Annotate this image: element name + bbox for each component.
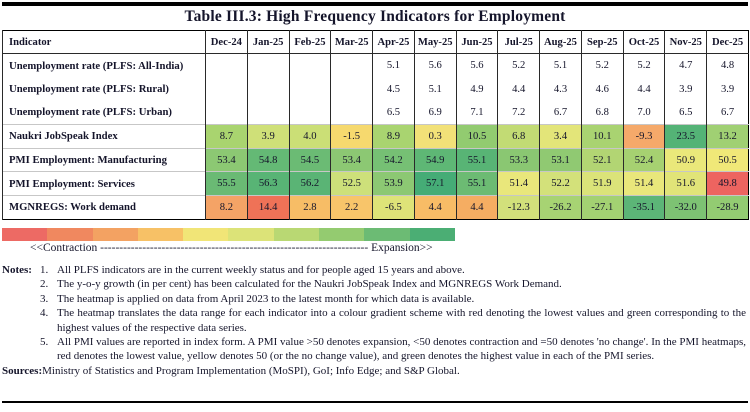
- heatmap-cell: 50.9: [665, 148, 707, 172]
- heatmap-cell: -35.1: [623, 196, 665, 220]
- column-header-month: Jul-25: [498, 31, 540, 54]
- note-text: The heatmap translates the data range for each indicator into a colour gradient scheme with red denoting the lowest values and green corresponding to the highest values of the respective data series.: [57, 307, 746, 334]
- heatmap-cell: 55.1: [456, 172, 498, 196]
- sources-text: Ministry of Statistics and Program Implementation (MoSPI), GoI; Info Edge; and S&P Global.: [42, 364, 460, 377]
- table-row: [3, 172, 749, 196]
- value-cell: [206, 54, 248, 78]
- legend-color-block: [274, 228, 319, 241]
- note-number: 4.: [40, 307, 49, 320]
- heatmap-cell: 56.2: [289, 172, 331, 196]
- row-label: Naukri JobSpeak Index: [3, 125, 206, 149]
- heatmap-cell: 55.5: [206, 172, 248, 196]
- value-cell: 6.5: [665, 101, 707, 125]
- value-cell: 4.3: [540, 77, 582, 101]
- legend-color-block: [228, 228, 273, 241]
- heatmap-cell: 10.1: [581, 125, 623, 149]
- heatmap-cell: 56.3: [247, 172, 289, 196]
- heatmap-cell: 2.8: [289, 196, 331, 220]
- heatmap-cell: 53.4: [331, 148, 373, 172]
- heatmap-cell: 53.9: [373, 172, 415, 196]
- note-item: [2, 292, 748, 306]
- heatmap-cell: 8.7: [206, 125, 248, 149]
- value-cell: 5.2: [581, 54, 623, 78]
- heatmap-cell: 8.2: [206, 196, 248, 220]
- notes-section: [2, 263, 748, 378]
- heatmap-cell: 3.9: [247, 125, 289, 149]
- value-cell: 5.6: [456, 54, 498, 78]
- note-number: 2.: [40, 278, 49, 291]
- heatmap-cell: -28.9: [707, 196, 749, 220]
- value-cell: [331, 101, 373, 125]
- column-header-month: Oct-25: [623, 31, 665, 54]
- heatmap-cell: 4.0: [289, 125, 331, 149]
- heatmap-cell: 23.5: [665, 125, 707, 149]
- note-text: The y-o-y growth (in per cent) has been calculated for the Naukri JobSpeak Index and MGNREGS Work Demand.: [57, 278, 562, 291]
- heatmap-cell: 8.9: [373, 125, 415, 149]
- value-cell: 4.5: [373, 77, 415, 101]
- value-cell: 6.8: [581, 101, 623, 125]
- table-row: [3, 196, 749, 220]
- value-cell: [247, 101, 289, 125]
- value-cell: 7.0: [623, 101, 665, 125]
- heatmap-cell: 4.4: [414, 196, 456, 220]
- bottom-rule: [2, 401, 748, 403]
- note-text: All PLFS indicators are in the current weekly status and for people aged 15 years and above.: [57, 264, 465, 276]
- note-item: [2, 335, 748, 364]
- row-label: Unemployment rate (PLFS: Urban): [3, 101, 206, 125]
- heatmap-cell: 4.4: [456, 196, 498, 220]
- column-header-month: May-25: [414, 31, 456, 54]
- heatmap-cell: 54.5: [289, 148, 331, 172]
- heatmap-cell: -27.1: [581, 196, 623, 220]
- table-row: [3, 148, 749, 172]
- value-cell: [331, 77, 373, 101]
- legend-color-block: [183, 228, 228, 241]
- legend-color-block: [410, 228, 455, 241]
- value-cell: [206, 101, 248, 125]
- heatmap-cell: 6.8: [498, 125, 540, 149]
- table-header: [3, 31, 749, 54]
- value-cell: 4.6: [581, 77, 623, 101]
- table-row: [3, 54, 749, 78]
- note-item: [2, 306, 748, 335]
- heatmap-cell: -9.3: [623, 125, 665, 149]
- column-header-month: Dec-25: [707, 31, 749, 54]
- column-header-month: Jun-25: [456, 31, 498, 54]
- column-header-month: Nov-25: [665, 31, 707, 54]
- notes-list: [2, 263, 748, 364]
- column-header-month: Dec-24: [206, 31, 248, 54]
- row-label: PMI Employment: Services: [3, 172, 206, 196]
- table-row: [3, 77, 749, 101]
- row-label: Unemployment rate (PLFS: Rural): [3, 77, 206, 101]
- value-cell: 7.2: [498, 101, 540, 125]
- heatmap-cell: -32.0: [665, 196, 707, 220]
- heatmap-cell: 53.3: [498, 148, 540, 172]
- value-cell: [289, 77, 331, 101]
- column-header-month: Mar-25: [331, 31, 373, 54]
- heatmap-cell: 52.4: [623, 148, 665, 172]
- heatmap-cell: 51.9: [581, 172, 623, 196]
- header-row: [3, 31, 749, 54]
- legend-color-block: [47, 228, 92, 241]
- legend-color-block: [138, 228, 183, 241]
- value-cell: [331, 54, 373, 78]
- heatmap-cell: -12.3: [498, 196, 540, 220]
- column-header-month: Apr-25: [373, 31, 415, 54]
- value-cell: 4.4: [623, 77, 665, 101]
- value-cell: [247, 77, 289, 101]
- heatmap-cell: 50.5: [707, 148, 749, 172]
- heatmap-cell: 0.3: [414, 125, 456, 149]
- note-number: 1.: [40, 264, 49, 276]
- heatmap-cell: 54.9: [414, 148, 456, 172]
- value-cell: [289, 54, 331, 78]
- value-cell: 4.9: [456, 77, 498, 101]
- heatmap-cell: -6.5: [373, 196, 415, 220]
- heatmap-cell: -1.5: [331, 125, 373, 149]
- note-number: 5.: [40, 336, 49, 349]
- value-cell: 6.5: [373, 101, 415, 125]
- heatmap-cell: 2.2: [331, 196, 373, 220]
- legend-color-block: [93, 228, 138, 241]
- value-cell: 7.1: [456, 101, 498, 125]
- heatmap-cell: 54.2: [373, 148, 415, 172]
- value-cell: [289, 101, 331, 125]
- heatmap-cell: 57.1: [414, 172, 456, 196]
- heatmap-cell: 13.2: [707, 125, 749, 149]
- value-cell: 4.7: [665, 54, 707, 78]
- value-cell: 5.2: [498, 54, 540, 78]
- heatmap-legend-bar: [2, 228, 455, 241]
- legend-color-block: [364, 228, 409, 241]
- heatmap-cell: 3.4: [540, 125, 582, 149]
- note-number: 3.: [40, 292, 49, 305]
- value-cell: 6.9: [414, 101, 456, 125]
- top-rule: [2, 2, 748, 6]
- note-text: The heatmap is applied on data from April 2023 to the latest month for which data is available.: [57, 292, 475, 305]
- heatmap-cell: 52.5: [331, 172, 373, 196]
- table-title: Table III.3: High Frequency Indicators for Employment: [184, 8, 566, 25]
- heatmap-cell: 51.4: [623, 172, 665, 196]
- heatmap-cell: 51.4: [498, 172, 540, 196]
- column-header-month: Aug-25: [540, 31, 582, 54]
- heatmap-cell: 54.8: [247, 148, 289, 172]
- column-header-month: Sep-25: [581, 31, 623, 54]
- value-cell: [206, 77, 248, 101]
- value-cell: [247, 54, 289, 78]
- sources-label: Sources:: [2, 364, 43, 377]
- notes-label: Notes:: [2, 264, 32, 276]
- value-cell: 6.7: [540, 101, 582, 125]
- note-item: [2, 263, 748, 277]
- table-body: [3, 54, 749, 220]
- heatmap-cell: 53.4: [206, 148, 248, 172]
- heatmap-cell: 52.1: [581, 148, 623, 172]
- column-header-indicator: Indicator: [3, 31, 206, 54]
- legend-color-block: [319, 228, 364, 241]
- sources-row: [2, 364, 748, 378]
- heatmap-cell: 55.1: [456, 148, 498, 172]
- value-cell: 5.1: [414, 77, 456, 101]
- row-label: Unemployment rate (PLFS: All-India): [3, 54, 206, 78]
- heatmap-cell: 49.8: [707, 172, 749, 196]
- row-label: PMI Employment: Manufacturing: [3, 148, 206, 172]
- note-item: [2, 277, 748, 291]
- legend-color-block: [2, 228, 47, 241]
- heatmap-cell: -26.2: [540, 196, 582, 220]
- value-cell: 3.9: [665, 77, 707, 101]
- column-header-month: Feb-25: [289, 31, 331, 54]
- heatmap-cell: 10.5: [456, 125, 498, 149]
- value-cell: 5.6: [414, 54, 456, 78]
- value-cell: 4.4: [498, 77, 540, 101]
- value-cell: 5.2: [623, 54, 665, 78]
- heatmap-cell: 51.6: [665, 172, 707, 196]
- heatmap-cell: 53.1: [540, 148, 582, 172]
- value-cell: 4.8: [707, 54, 749, 78]
- value-cell: 6.7: [707, 101, 749, 125]
- legend-caption: <<Contraction ---------------------------------------------------------------------- Expansion>>: [30, 242, 433, 254]
- value-cell: 3.9: [707, 77, 749, 101]
- employment-table: [2, 30, 749, 220]
- row-label: MGNREGS: Work demand: [3, 196, 206, 220]
- value-cell: 5.1: [373, 54, 415, 78]
- table-row: [3, 101, 749, 125]
- table-row: [3, 125, 749, 149]
- heatmap-cell: 52.2: [540, 172, 582, 196]
- heatmap-cell: 14.4: [247, 196, 289, 220]
- column-header-month: Jan-25: [247, 31, 289, 54]
- value-cell: 5.1: [540, 54, 582, 78]
- note-text: All PMI values are reported in index form. A PMI value >50 denotes expansion, <50 denotes contraction and =50 denotes 'no change'. In the PMI heatmaps, red denotes the lowest value, yellow denotes 50 (or the no change value), and green denotes the highest value in each of the PMI series.: [57, 336, 746, 363]
